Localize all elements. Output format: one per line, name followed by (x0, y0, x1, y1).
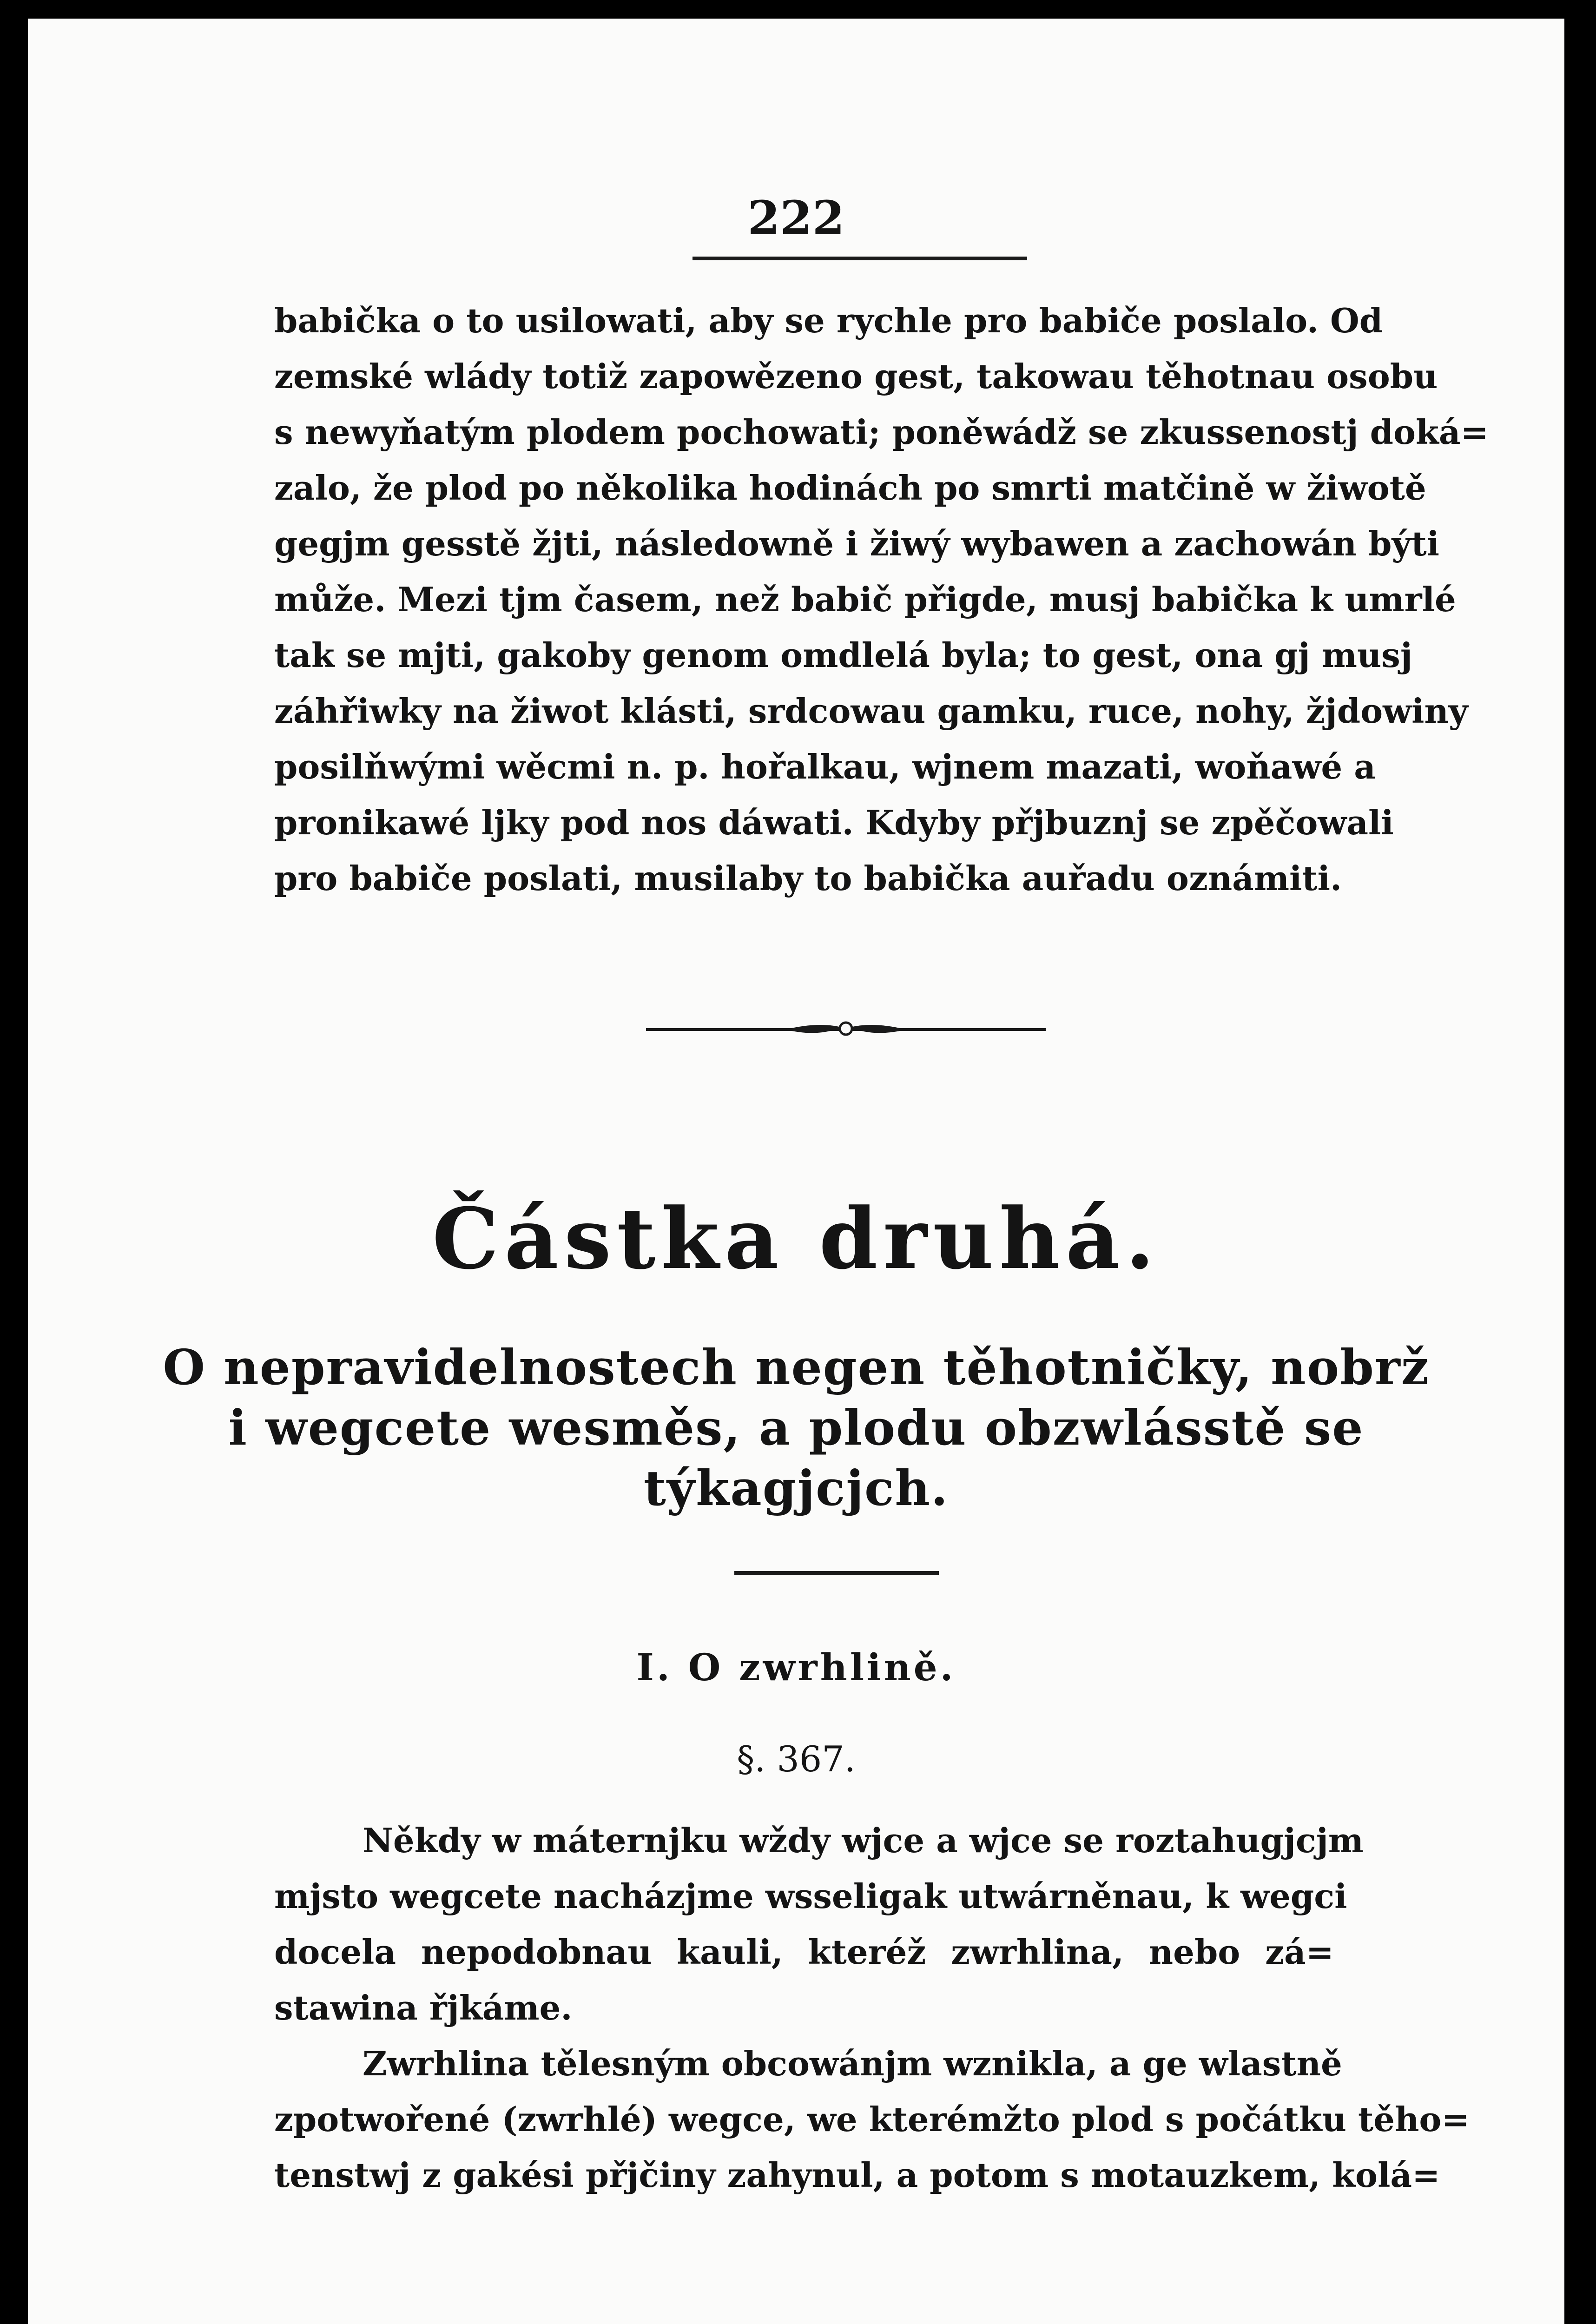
text-line: gegjm gesstě žjti, následowně i žiwý wybawen a zachowán býti (274, 524, 1439, 563)
text-line: zalo, že plod po několika hodinách po smrti matčině w žiwotě (274, 468, 1426, 508)
section-subtitle-line: i wegcete wesměs, a plodu obzwlásstě se (228, 1399, 1364, 1456)
section-subtitle-line: O nepravidelnostech negen těhotničky, nobrž (163, 1339, 1430, 1396)
paragraph-mark: §. 367. (737, 1738, 856, 1780)
text-line: posilňwými wěcmi n. p. hořalkau, wjnem mazati, woňawé a (274, 747, 1376, 786)
text-line: pro babiče poslati, musilaby to babička auřadu oznámiti. (274, 858, 1342, 898)
section-subtitle-line: týkagjcjch. (643, 1459, 949, 1517)
chapter-heading: I. O zwrhlině. (636, 1645, 956, 1689)
page-number: 222 (747, 191, 845, 245)
text-line: záhřiwky na žiwot klásti, srdcowau gamku, ruce, nohy, žjdowiny (274, 691, 1468, 731)
text-line: babička o to usilowati, aby se rychle pro babiče poslalo. Od (274, 301, 1383, 340)
text-line: docela nepodobnau kauli, kteréž zwrhlina, nebo zá= (274, 1932, 1334, 1972)
text-line: tenstwj z gakési přjčiny zahynul, a potom s motauzkem, kolá= (274, 2155, 1440, 2195)
text-line: s newyňatým plodem pochowati; poněwádž se zkussenostj doká= (274, 412, 1489, 452)
book-page (28, 19, 1564, 2324)
text-line: stawina řjkáme. (274, 1988, 573, 2027)
text-line: mjsto wegcete nacházjme wsseligak utwárněnau, k wegci (274, 1876, 1347, 1916)
text-line: Zwrhlina tělesným obcowánjm wznikla, a ge wlastně (363, 2044, 1342, 2083)
text-line: Někdy w máternjku wždy wjce a wjce se roztahugjcjm (363, 1821, 1364, 1860)
text-line: tak se mjti, gakoby genom omdlelá byla; to gest, ona gj musj (274, 635, 1412, 675)
text-line: pronikawé ljky pod nos dáwati. Kdyby přjbuznj se zpěčowali (274, 803, 1394, 842)
section-title: Částka druhá. (432, 1190, 1161, 1288)
text-line: zpotwořené (zwrhlé) wegce, we kterémžto plod s počátku těho= (274, 2100, 1470, 2139)
text-line: zemské wlády totiž zapowězeno gest, takowau těhotnau osobu (274, 357, 1438, 396)
body-text (28, 19, 1564, 2324)
text-line: může. Mezi tjm časem, než babič přigde, musj babička k umrlé (274, 580, 1456, 619)
